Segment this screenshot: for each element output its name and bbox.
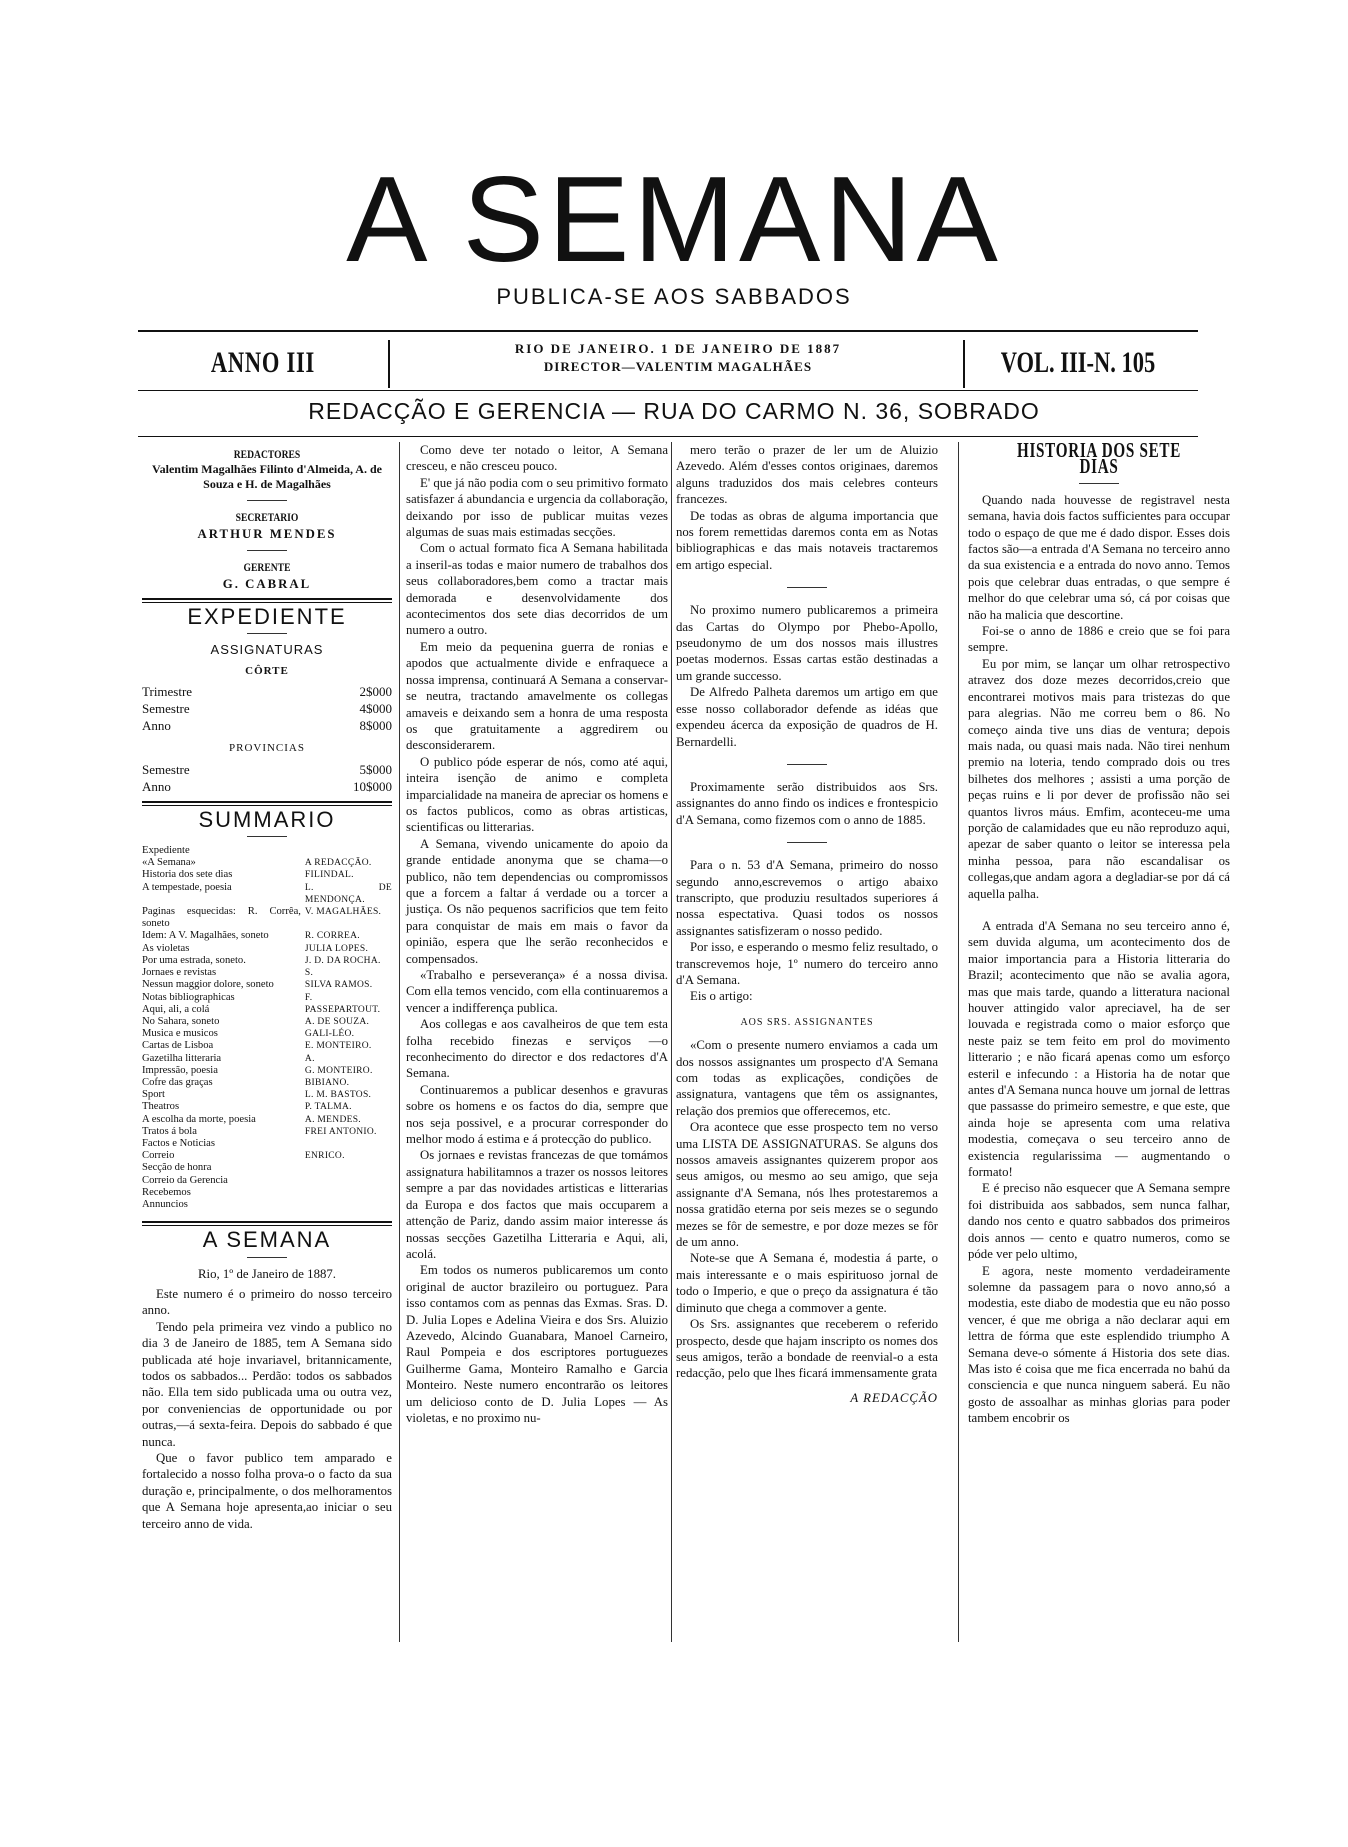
divider [247,550,287,551]
summary-item: Idem: A V. Magalhães, soneto [142,930,269,942]
summary-author: FREI ANTONIO. [304,1126,377,1137]
summary-author: SILVA RAMOS. [304,980,373,991]
article-para: Eu por mim, se lançar um olhar retrospectivo atravez dos doze mezes decorridos,creio que encontrarei motivos mais para tristezas do que para alegrias. Não me correu bem o 86. No começo ainda tive uns dias de ventura; depois mais nada, ou quasi mais nada. Não tirei nenhum premio na loteria, tendo comprado dois ou tres bilhetes dos melhores ; assisti a uma porção de peças ruins e li por dever de profissão não sei quantos livros máus. Emfim, aconteceu-me uma porção de calamidades que eu não reproduzo aqui, apezar de saber quanto o leitor se interessa pela minha pessoa, para não escandalisar os collegas,que andam agora a degladiar-se por dá cá aquella palha. [968,656,1230,901]
summary-author: FILINDAL. [304,870,354,881]
divider [247,1257,287,1258]
gerente-title: GERENTE [243,560,291,575]
article-para: E' que já não podia com o seu primitivo formato satisfazer á abundancia e urgencia da collaboração, deixando por isso de publicar muitas vezes algumas de suas mais estimadas secções. [406,475,668,540]
summary-row [142,1089,392,1101]
divider [1079,483,1119,484]
summary-row [142,1175,392,1187]
article-para: E agora, neste momento verdadeiramente solemne da passagem para o novo anno,só a modestia, este diabo de modestia que eu não posso vencer, é que me obriga a não declarar aqui em lettra de fórma que este esplendido triumpho A Semana deve-o sómente á Historia dos sete dias. Mas isto é coisa que me fica encerrada no bahú da consciencia e que nunca ninguem saberá. Eu não gosto de assoalhar as minhas glorias para poder tambem encobrir os [968,1263,1230,1426]
summary-author [301,1162,392,1174]
top-rule [138,330,1198,332]
summary-author [301,1199,392,1211]
semana-date: Rio, 1º de Janeiro de 1887. [198,1266,336,1281]
column-separator [671,442,672,1642]
price-row [142,700,392,717]
price-label: Semestre [142,701,190,717]
double-rule [142,801,392,806]
article-para: No proximo numero publicaremos a primeira das Cartas do Olympo por Phebo-Apollo, pseudonymo de um dos nossos mais illustres poetas modernos. Essas cartas estão destinadas a um grande successo. [676,603,938,683]
article-para: «Trabalho e perseverança» é a nossa divisa. Com ella temos vencido, com ella continuaremos a vencer a indifferença publica. [406,968,668,1015]
summary-item: Theatros [142,1101,180,1113]
summary-row [142,955,392,967]
gerente-name: G. CABRAL [222,576,312,591]
semana-para: Este numero é o primeiro do nosso terceiro anno. [142,1286,392,1318]
dateline-date: RIO DE JANEIRO. 1 DE JANEIRO DE 1887 [514,341,842,356]
dateline [398,340,958,376]
divider [787,842,827,843]
summary-item: Nessun maggior dolore, soneto [142,979,274,991]
summary-author: G. MONTEIRO. [304,1065,373,1076]
article-para: Note-se que A Semana é, modestia á parte, o mais interessante e o mais espirituoso jornal de todo o Imperio, e que o preço da assignatura é tão diminuto que chega a commover a gente. [676,1251,938,1315]
redaccao-line: REDACÇÃO E GERENCIA — RUA DO CARMO N. 36, SOBRADO [308,398,1040,424]
summary-author: F. [304,992,313,1003]
masthead-title: A SEMANA [346,151,1002,287]
summary-item: Sport [142,1089,165,1101]
volume-label: VOL. III-N. 105 [1000,346,1156,379]
price-label: Trimestre [142,684,193,700]
summary-author: A. DE SOUZA. [304,1016,370,1027]
divider [787,764,827,765]
secretario-name: ARTHUR MENDES [197,526,337,541]
summary-author: A. MENDES. [304,1114,361,1125]
article-para: A entrada d'A Semana no seu terceiro anno é, sem duvida alguma, um acontecimento dos de maior importancia para a Historia litteraria do Brazil; acontecimento que não se avalia agora, mas que mais tarde, quando a litteratura nacional houver attingido valor apreciavel, ha de ser louvada e registrada como o maior esforço que neste paiz se tem feito em prol do movimento litterario ; e não ficará apenas como um esforço esteril e infecundo : a Historia ha de notar que antes d'A Semana nunca houve um jornal de lettras que passasse do primeiro semestre, e que este, que ainda hoje se apresenta com uma relativa modestia, começava o seu terceiro anno de existencia regularissima — augmentando o formato! [968,918,1230,1180]
summary-row [142,1065,392,1077]
article-para: Os jornaes e revistas francezas de que tomámos assignatura habilitamnos a trazer os nossos leitores sempre a par das novidades artisticas e litterarias da Europa e dos factos que mais occuparem a attenção de Pariz, dando assim maior interesse ás nossas secções Gazetilha Litteraria e Aqui, ali, acolá. [406,1148,668,1261]
summary-item: Cofre das graças [142,1076,213,1088]
summary-author: BIBIANO. [304,1077,350,1088]
price-row [142,778,392,795]
corte-heading: CÔRTE [245,664,289,677]
article-para: E é preciso não esquecer que A Semana sempre foi distribuida aos sabbados, sem nunca falhar, dando nos cento e quatro sabbados dos primeiros dois annos — cento e quatro numeros, como se póde ver pelo ultimo, [968,1181,1230,1262]
article-para: Quando nada houvesse de registravel nesta semana, havia dois factos sufficientes para occupar todo o espaço de que me é dado dispor. Esses dois factos são—a entrada d'A Semana no terceiro anno da sua existencia e a entrada do novo anno. Temos pois que celebrar duas entradas, o que sempre é melhor do que celebrar uma só, cá por coisas que não ha malicia que descortine. [968,492,1230,622]
prov-prices [142,761,392,795]
summary-item: Jornaes e revistas [142,967,217,979]
summary-row [142,857,392,869]
price-value: 4$000 [359,701,392,717]
subhead: AOS SRS. ASSIGNANTES [740,1016,874,1028]
article-para: Proximamente serão distribuidos aos Srs. assignantes do anno findo os indices e frontespicio d'A Semana, como fizemos com o anno de 1885. [676,779,938,827]
summary-row [142,1150,392,1162]
summary-item: As violetas [142,942,190,954]
summary-author [301,1138,392,1150]
summary-author [301,845,392,857]
summary-item: Recebemos [142,1186,191,1198]
summary-row [142,979,392,991]
price-value: 2$000 [359,684,392,700]
summary-author: PASSEPARTOUT. [304,1004,381,1015]
summary-row [142,1053,392,1065]
price-row [142,717,392,734]
provincias-heading: PROVINCIAS [228,742,305,755]
double-rule [142,1221,392,1226]
summary-row [142,1114,392,1126]
price-value: 8$000 [359,718,392,734]
summary-author: L. DE MENDONÇA. [304,882,392,905]
summary-author [301,1187,392,1199]
dateline-director: DIRECTOR—VALENTIM MAGALHÃES [543,359,813,374]
summary-item: A escolha da morte, poesia [142,1113,256,1125]
summary-item: «A Semana» [142,857,196,869]
summary-author: A REDACÇÃO. [304,858,372,869]
summary-author: JULIA LOPES. [304,943,369,954]
summary-author: V. MAGALHÃES. [304,907,382,918]
article-para: De todas as obras de alguma importancia que nos forem remettidas daremos conta em as Notas bibliographicas e das mais notaveis tractaremos em artigo especial. [676,508,938,572]
summary-row [142,1040,392,1052]
article-para: Ora acontece que esse prospecto tem no verso uma LISTA DE ASSIGNATURAS. Se alguns dos nossos amaveis assignantes quizerem propor aos seus amigos, ou mesmo ao seu amigo, que seja assignante d'A Semana, nós lhes protestaremos a nossa gratidão eterna por seis mezes se o segundo mezes se fôr de semestre, e por doze mezes se fôr de um anno. [676,1120,938,1250]
header-bottom-rule [138,436,1198,437]
article-para: O publico póde esperar de nós, como até aqui, inteira isenção de animo e completa imparcialidade na maneira de apreciar os homens e os factos publicos, como as obras artisticas, scientificas ou litterarias. [406,754,668,835]
assignaturas-heading: ASSIGNATURAS [210,642,324,658]
article-para: Como deve ter notado o leitor, A Semana cresceu, e não cresceu pouco. [406,443,668,474]
semana-para: Que o favor publico tem amparado e fortalecido a nosso folha prova-o o facto da sua duração e, principalmente, o dos melhoramentos que A Semana hoje apresenta,ao iniciar o seu terceiro anno de vida. [142,1451,392,1531]
summary-author: L. M. BASTOS. [304,1090,372,1101]
price-label: Anno [142,778,171,794]
corte-prices [142,683,392,734]
summary-row [142,906,392,930]
article-para: Em meio da pequenina guerra de ronias e apodos que actualmente divide e enfraquece a nossa imprensa, continuará A Semana a conservar-se neutra, tractando amavelmente os collegas amaveis e deixando sem a honra de uma resposta os que gratuitamente a aggredirem ou desconsiderarem. [406,639,668,753]
summary-author [301,1175,392,1187]
summary-author: A. [304,1053,315,1064]
summary-row [142,930,392,942]
summary-author: P. TALMA. [304,1102,352,1113]
summary-row [142,1126,392,1138]
issue-bar [138,340,1198,388]
summary-item: Aqui, ali, a colá [142,1003,210,1015]
article-para: Os Srs. assignantes que receberem o referido prospecto, desde que hajam inscripto os nomes dos seus amigos, terão a bondade de reenvial-o a esta redacção, pelo que lhes ficará immensamente grata [676,1317,938,1381]
summary-row [142,943,392,955]
article-para: mero terão o prazer de ler um de Aluizio Azevedo. Além d'esses contos originaes, daremos alguns traduzidos dos mais celebres conteurs francezes. [676,443,938,507]
summary-author: R. CORREA. [304,931,360,942]
summary-item: Secção de honra [142,1162,212,1174]
summary-row [142,1077,392,1089]
article-para: Para o n. 53 d'A Semana, primeiro do nosso segundo anno,escrevemos o artigo abaixo transcripto, que produziu resultados superiores á nossa espectativa. Quasi todos os nossos assignantes satisfizeram o nosso pedido. [676,858,938,938]
article-para: A Semana, vivendo unicamente do apoio da grande entidade anonyma que se chama—o publico, não tem dependencias ou compromissos que a forcem a faltar á verdade ou a torcer a justiça. Os não pequenos sacrificios que tem feito para conquistar de mais em mais o favor da opinião, espera que lhe serão reconhecidos e compensados. [406,836,668,966]
column-3 [676,442,938,1406]
summary-item: Tratos á bola [142,1125,197,1137]
summary-row [142,1138,392,1150]
summary-item: Cartas de Lisboa [142,1040,214,1052]
article-para: Por isso, e esperando o mesmo feliz resultado, o transcrevemos hoje, 1º numero do terceiro anno d'A Semana. [676,940,938,987]
price-label: Anno [142,718,171,734]
column-2 [406,442,668,1426]
summary-item: Impressão, poesia [142,1064,218,1076]
article-para: Com o actual formato fica A Semana habilitada a inseril-as todas e maior numero de trabalhos dos seus collaboradores,bem como a tractar mais demorada e desenvolvidamente dos acontecimentos dos sete dias decorridos de um numero a outro. [406,541,668,638]
divider [787,587,827,588]
column-1 [142,442,392,1532]
summary-author: S. [304,968,314,979]
summary-row [142,1199,392,1211]
article-para: Aos collegas e aos cavalheiros de que tem esta folha recebido finezas e serviços —o reconhecimento do director e dos redactores d'A Semana. [406,1017,668,1081]
summary-item: Correio da Gerencia [142,1174,228,1186]
column-separator [958,442,959,1642]
article-para: Eis o artigo: [690,989,753,1004]
summary-item: Musica e musicos [142,1028,218,1040]
price-label: Semestre [142,761,190,777]
bar-divider-left [388,340,390,388]
article-para: Foi-se o anno de 1886 e creio que se foi para sempre. [968,624,1230,655]
summary-row [142,882,392,906]
article-para: Continuaremos a publicar desenhos e gravuras sobre os homens e os factos do dia, sempre que nos seja possivel, e a procurar corresponder do melhor modo á estima e á protecção do publico. [406,1082,668,1147]
summary-item: Correio [142,1150,175,1162]
price-row [142,761,392,778]
summary-item: No Sahara, soneto [142,1015,220,1027]
summary-item: Expediente [142,845,190,857]
column-separator [399,442,400,1642]
summary-row [142,1028,392,1040]
double-rule [142,598,392,603]
summary-author: ENRICO. [304,1151,345,1162]
secretario-title: SECRETARIO [235,510,299,525]
divider [247,633,287,634]
summary-row [142,1016,392,1028]
summary-item: Gazetilha litteraria [142,1052,222,1064]
summary-item: A tempestade, poesia [142,881,232,893]
bar-divider-right [963,340,965,388]
semana-para: Tendo pela primeira vez vindo a publico no dia 3 de Janeiro de 1885, tem A Semana sido publicada até hoje invariavel, britannicamente, todos os sabbados... Perdão: todos os sabbados não. Ella tem sido publicada uma ou outra vez, por conveniencias de opportunidade ou por outras,—á sexta-feira. Depois do sabbado é que nunca. [142,1319,392,1449]
article-para: Em todos os numeros publicaremos um conto original de auctor brazileiro ou portuguez. Para isso contamos com as pennas das Exmas. Sras. D. D. Julia Lopes e Adelina Vieira e dos Srs. Aluizio Azevedo, Alcindo Guanabara, Manoel Carneiro, Raul Pompeia e dos escriptores portuguezes Guilherme Gama, Monteiro Ramalho e Garcia Monteiro. Neste numero encontrarão os leitores um delicioso conto de D. Julia Lopes — As violetas, e no proximo nu- [406,1263,668,1425]
summary-row [142,992,392,1004]
summary-item: Por uma estrada, soneto. [142,954,246,966]
summary-row [142,1101,392,1113]
summary-item: Paginas esquecidas: R. Corrêa, soneto [142,906,301,930]
summary-item: Factos e Noticias [142,1137,215,1149]
summary-author: E. MONTEIRO. [304,1041,372,1052]
historia-heading: HISTORIA DOS SETE DIAS [1016,438,1182,479]
price-row [142,683,392,700]
summary-row [142,1187,392,1199]
redactores-names: Valentim Magalhães Filinto d'Almeida, A. de Souza e H. de Magalhães [152,462,382,492]
summary-table [142,845,392,1211]
expediente-heading: EXPEDIENTE [187,604,347,630]
semana-heading: A SEMANA [202,1227,332,1253]
summary-item: Annuncios [142,1198,188,1210]
summary-row [142,845,392,857]
price-value: 10$000 [353,778,392,794]
divider [247,500,287,501]
summario-heading: SUMMARIO [198,806,336,832]
summary-row [142,1162,392,1174]
column-4 [968,438,1230,1427]
divider [247,836,287,837]
summary-row [142,869,392,881]
anno-label: ANNO III [210,346,316,379]
redactores-title: REDACTORES [233,447,301,461]
summary-item: Notas bibliographicas [142,991,235,1003]
price-value: 5$000 [359,761,392,777]
spacer [968,902,1230,918]
summary-row [142,1004,392,1016]
summary-author: GALI-LÉO. [304,1029,355,1040]
summary-row [142,967,392,979]
article-para: De Alfredo Palheta daremos um artigo em que esse nosso collaborador defende as idéas que expendeu ácerca da exposição de quadros de H. Bernardelli. [676,685,938,749]
summary-author: J. D. DA ROCHA. [304,955,381,966]
bar-bottom-rule [138,390,1198,391]
summary-item: Historia dos sete dias [142,869,233,881]
signature: A REDACÇÃO [850,1390,938,1405]
article-para: «Com o presente numero enviamos a cada um dos nossos assignantes um prospecto d'A Semana com todas as explicações, condições de assignatura, vantagens que têm os assignantes, relação dos premios que offerecemos, etc. [676,1038,938,1118]
masthead-tagline: PUBLICA-SE AOS SABBADOS [496,284,852,309]
